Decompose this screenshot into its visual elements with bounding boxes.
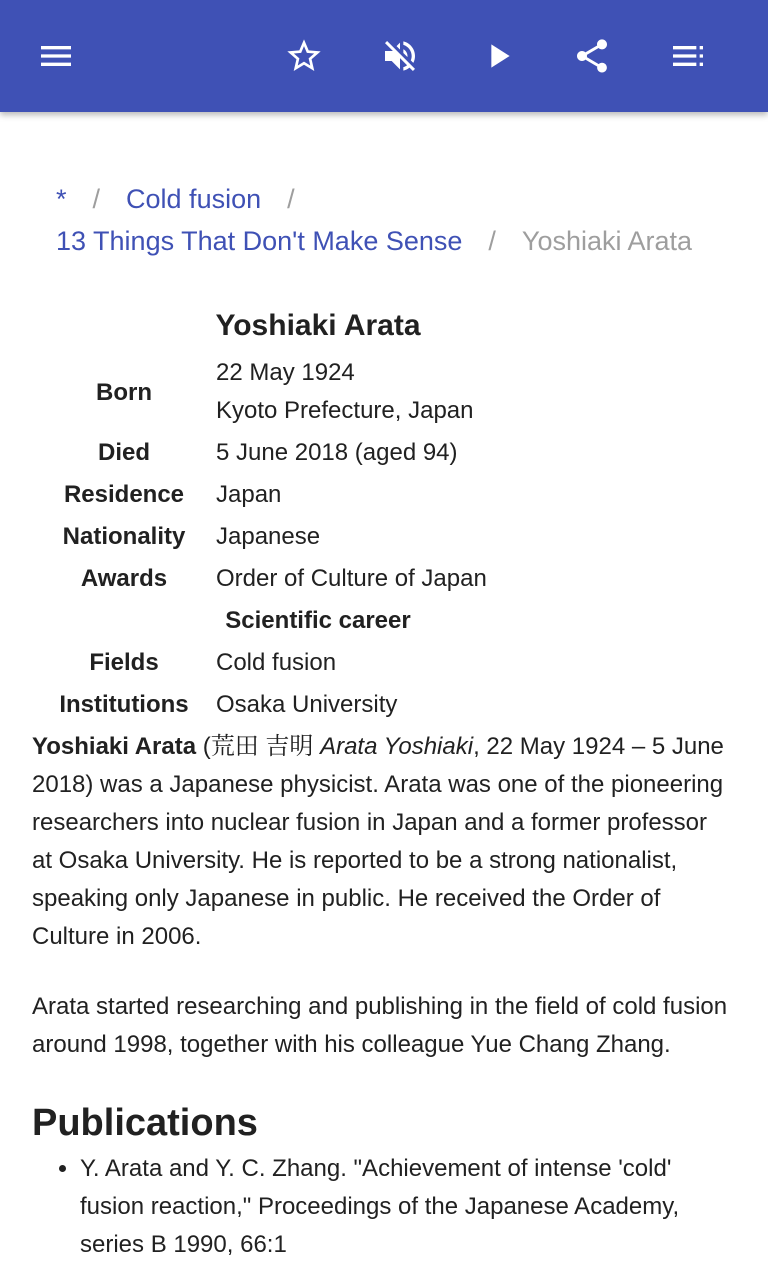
infobox-label-residence: Residence <box>63 481 185 508</box>
publications-list <box>32 1150 732 1264</box>
playlist-icon[interactable] <box>660 28 716 84</box>
intro-text: , 22 May 1924 – 5 June 2018) was a Japanese physicist. Arata was one of the pioneering researchers into nuclear fusion in Japan and a former professor at Osaka University. He is reported to be a strong nationalist, speaking only Japanese in public. He received the Order of Culture in 2006. <box>32 733 724 950</box>
article-content <box>0 112 768 1280</box>
infobox-value-fields[interactable]: Cold fusion <box>216 649 337 676</box>
article-body <box>32 728 732 1264</box>
intro-subject-name: Yoshiaki Arata <box>32 733 197 760</box>
menu-icon[interactable] <box>28 28 84 84</box>
volume-off-icon[interactable] <box>372 28 428 84</box>
infobox-title: Yoshiaki Arata <box>215 309 421 342</box>
born-place[interactable]: Kyoto Prefecture, Japan <box>216 397 474 424</box>
infobox-value-residence[interactable]: Japan <box>216 481 282 508</box>
breadcrumb-current: Yoshiaki Arata <box>521 226 693 256</box>
body-paragraph: Arata started researching and publishing in the field of cold fusion around 1998, together with his colleague Yue Chang Zhang. <box>32 993 728 1058</box>
infobox-label-born: Born <box>96 379 152 406</box>
intro-paragraph <box>32 728 732 956</box>
breadcrumb-link-cold-fusion[interactable]: Cold fusion <box>126 184 262 214</box>
infobox-label-died: Died <box>97 439 150 466</box>
breadcrumb-separator: / <box>92 184 101 214</box>
infobox-label-institutions: Institutions <box>59 691 189 718</box>
intro-romaji-name: Arata Yoshiaki <box>320 733 474 760</box>
infobox-label-awards: Awards <box>80 565 168 592</box>
infobox-value-institutions[interactable]: Osaka University <box>216 691 398 718</box>
infobox-section-scientific-career: Scientific career <box>225 607 411 634</box>
play-icon[interactable] <box>470 28 526 84</box>
app-bar <box>0 0 768 112</box>
intro-native-name: (荒田 吉明 <box>196 733 321 760</box>
infobox-value-born <box>216 354 588 430</box>
publication-item: • Y. Arata and Y. C. Zhang. "Achievement of intense 'cold' fusion reaction," Proceedings of the Japanese Academy, series B 1990, 66:1 <box>80 1150 732 1264</box>
breadcrumb-separator: / <box>488 226 496 256</box>
breadcrumb-link-13-things[interactable]: 13 Things That Don't Make Sense <box>56 226 463 256</box>
breadcrumb-separator: / <box>287 184 295 214</box>
infobox-value-nationality[interactable]: Japanese <box>216 523 321 550</box>
section-heading-publications: Publications <box>32 1102 258 1144</box>
breadcrumb <box>56 178 736 262</box>
share-icon[interactable] <box>564 28 620 84</box>
infobox-label-fields: Fields <box>89 649 159 676</box>
breadcrumb-link-home[interactable]: * <box>56 184 67 214</box>
infobox-value-awards[interactable]: Order of Culture of Japan <box>216 565 487 592</box>
infobox-value-died: 5 June 2018 (aged 94) <box>216 439 458 466</box>
star-outline-icon[interactable] <box>276 28 332 84</box>
born-date: 22 May 1924 <box>216 359 355 386</box>
infobox-label-nationality: Nationality <box>62 523 186 550</box>
